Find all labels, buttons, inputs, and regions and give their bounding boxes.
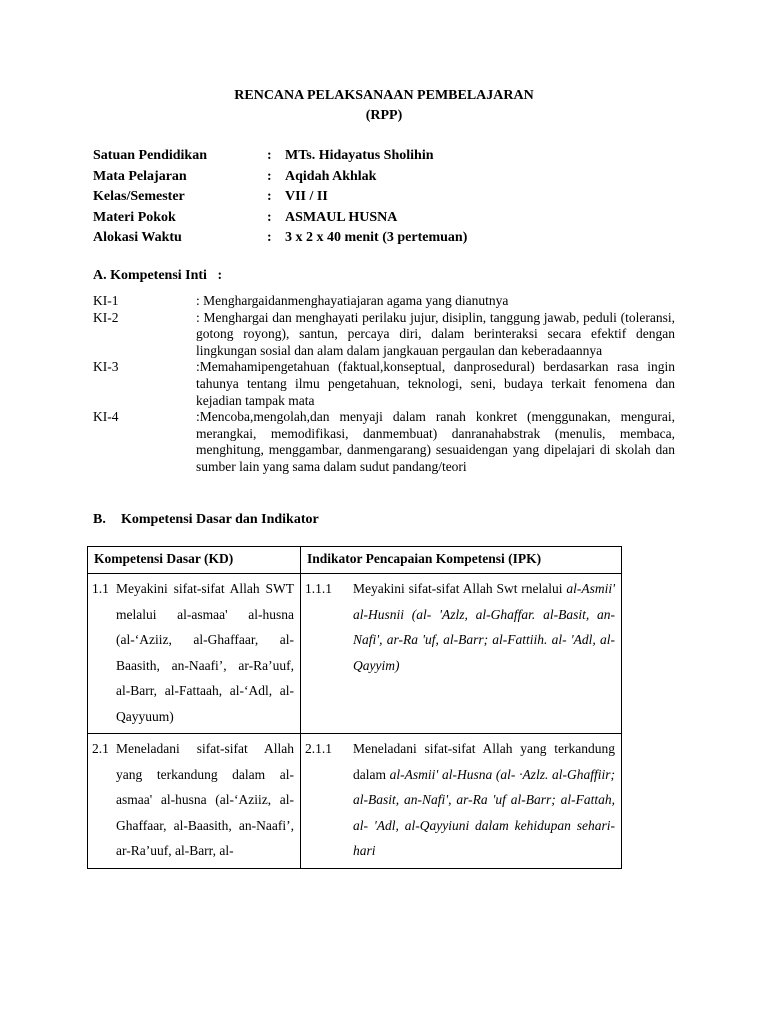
identity-value: VII / II [285,189,328,204]
identity-row [93,210,467,231]
ki-item [93,310,675,360]
identity-label: Satuan Pendidikan [93,148,207,163]
identity-label: Alokasi Waktu [93,230,182,245]
section-a-heading: A. Kompetensi Inti : [93,268,223,283]
identity-colon: : [267,230,272,245]
section-b-number: B. [93,512,106,527]
ki-text: : Menghargai dan menghayati perilaku jujur, disiplin, tanggung jawab, peduli (toleransi, gotong royong), santun, percaya diri, dalam berinteraksi secara efektif dengan lingkungan sosial dan alam dalam jangkauan pergaulan dan keberadaannya [196,309,675,358]
identity-colon: : [267,209,272,225]
kd-number: 1.1 [92,581,109,596]
identity-row [93,230,467,251]
identity-value: 3 x 2 x 40 menit (3 pertemuan) [285,230,468,245]
identity-block [93,148,467,251]
table-row [88,734,622,869]
identity-colon: : [267,168,272,184]
ki-code: KI-1 [93,293,119,308]
document-subtitle: (RPP) [365,108,403,123]
ki-text: :Memahamipengetahuan (faktual,konseptual, danprosedural) berdasarkan rasa ingin tahunya tentang ilmu pengetahuan, teknologi, seni, budaya terkait fenomena dan kejadian tampak mata [196,359,675,408]
ki-code: KI-4 [93,409,119,425]
ki-code: KI-3 [93,359,119,375]
ipk-cell [301,734,622,869]
kd-cell [88,734,301,869]
identity-value: MTs. Hidayatus Sholihin [285,148,434,163]
section-b-heading [93,512,319,528]
identity-colon: : [267,148,272,163]
ki-list [93,293,675,476]
kd-ipk-table [87,546,622,869]
identity-label: Kelas/Semester [93,189,185,204]
ipk-number: 1.1.1 [305,581,332,596]
section-b-label: Kompetensi Dasar dan Indikator [121,512,319,527]
ki-text: :Mencoba,mengolah,dan menyaji dalam ranah konkret (menggunakan, mengurai, merangkai, memodifikasi, danmembuat) danranahabstrak (menulis, membaca, menghitung, menggambar, danmengarang) sesuaidengan yang dipelajari di skolah dan sumber lain yang sama dalam sudut pandang/teori [196,409,675,474]
identity-value: ASMAUL HUSNA [285,209,398,225]
ki-text: : Menghargaidanmenghayatiajaran agama yang dianutnya [196,293,509,308]
kd-cell [88,574,301,734]
ipk-text-italic: al-Asmii' al-Husna (al- ·Azlz. al-Ghaffiir; al-Basit, an-Nafi', ar-Ra 'uf al-Barr; al-Fattah, al- 'Adl, al-Qayyiuni dalam kehidupan sehari-hari [353,766,615,858]
identity-colon: : [267,189,272,204]
document-title: RENCANA PELAKSANAAN PEMBELAJARAN [234,88,534,103]
table-header-row [88,547,622,574]
table-row [88,574,622,734]
ki-item [93,359,675,409]
ki-code: KI-2 [93,309,119,325]
ipk-text [353,576,615,678]
identity-label: Mata Pelajaran [93,168,187,184]
ki-item [93,409,675,475]
table-header-kd: Kompetensi Dasar (KD) [88,547,301,574]
ipk-text-italic: al-Asmii' al-Husnii (al- 'Azlz, al-Ghaffar. al-Basit, an-Nafi', ar-Ra 'uf, al-Barr; al-Fattiih. al- 'Adl, al-Qayyim) [353,581,615,673]
identity-label: Materi Pokok [93,209,176,225]
ipk-text-plain: Meyakini sifat-sifat Allah Swt rnelalui [353,581,567,596]
identity-row [93,148,467,169]
identity-row [93,169,467,190]
identity-value: Aqidah Akhlak [285,168,377,184]
kd-text: Meyakini sifat-sifat Allah SWT melalui al-asmaa' al-husna (al-‘Aziiz, al-Ghaffaar, al- Baasith, an-Naafi’, ar-Ra’uuf, al-Barr, al-Fattaah, al-‘Adl, al-Qayyuum) [116,581,294,724]
ki-item [93,293,675,310]
ipk-text-plain: Meneladani sifat-sifat Allah yang terkandung dalam [353,741,615,782]
ipk-text [353,736,615,864]
kd-text: Meneladani sifat-sifat Allah yang terkandung dalam al-asmaa' al-husna (al-‘Aziiz, al- Ghaffaar, al-Baasith, an-Naafi’, ar-Ra’uuf, al-Barr, al- [116,741,294,858]
ipk-number: 2.1.1 [305,741,332,756]
kd-number: 2.1 [92,741,109,756]
identity-row [93,189,467,210]
table-header-ipk: Indikator Pencapaian Kompetensi (IPK) [301,547,622,574]
ipk-cell [301,574,622,734]
